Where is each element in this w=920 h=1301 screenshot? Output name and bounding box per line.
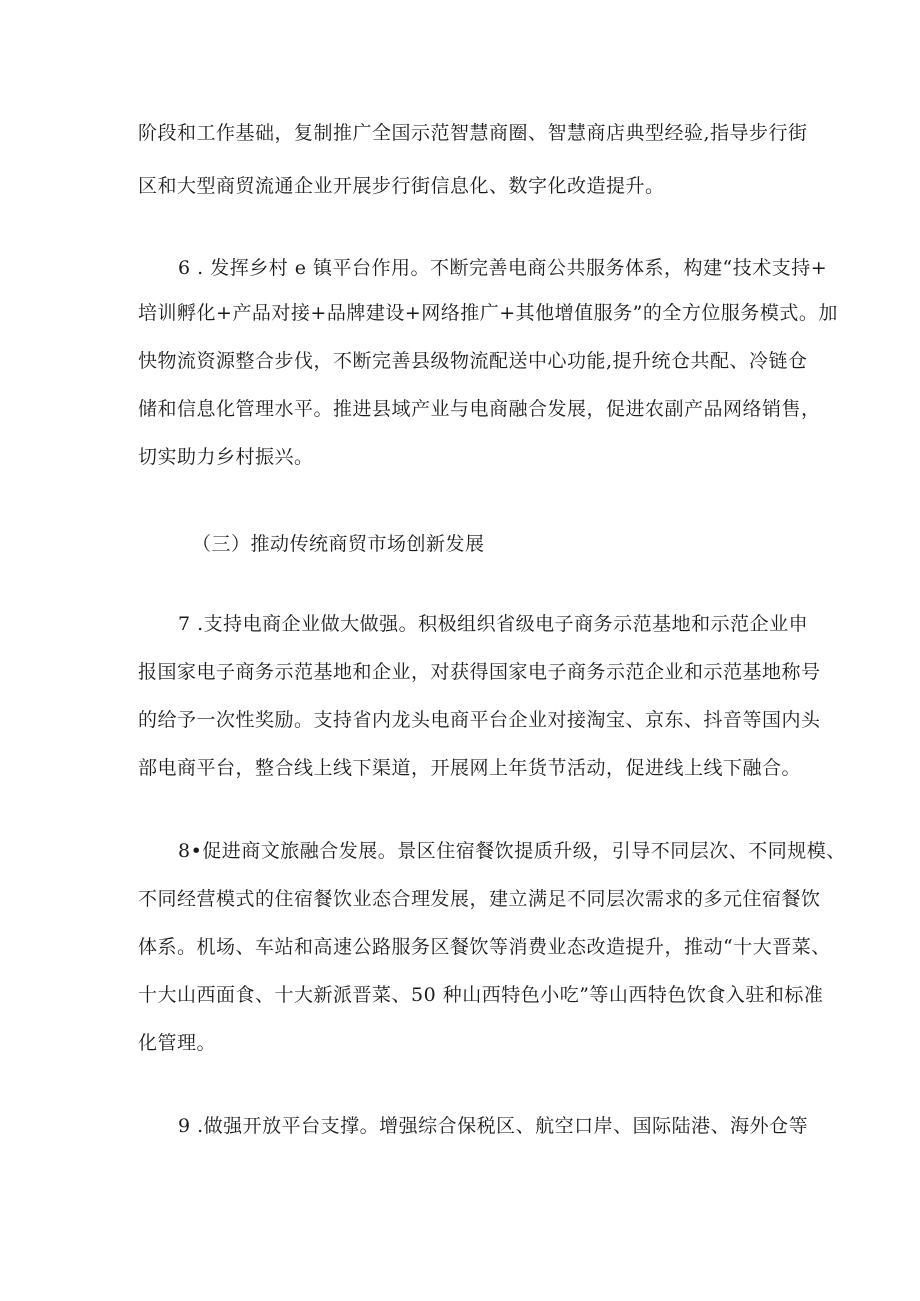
- paragraph-item-6-line-2: 培训孵化+产品对接+品牌建设+网络推广+其他增值服务”的全方位服务模式。加: [138, 302, 838, 324]
- paragraph-item-8-line-2: 不同经营模式的住宿餐饮业态合理发展，建立满足不同层次需求的多元住宿餐饮: [138, 888, 821, 910]
- section-heading-3: （三）推动传统商贸市场创新发展: [192, 533, 485, 555]
- paragraph-item-6-line-1: 6 . 发挥乡村 e 镇平台作用。不断完善电商公共服务体系，构建“技术支持+: [178, 257, 828, 279]
- paragraph-item-7-line-3: 的给予一次性奖励。支持省内龙头电商平台企业对接淘宝、京东、抖音等国内头: [138, 709, 821, 731]
- paragraph-item-7-line-1: 7 .支持电商企业做大做强。积极组织省级电子商务示范基地和示范企业申: [178, 613, 809, 635]
- paragraph-item-8-line-4: 十大山西面食、十大新派晋菜、50 种山西特色小吃”等山西特色饮食入驻和标准: [138, 984, 824, 1006]
- paragraph-item-7-line-4: 部电商平台，整合线上线下渠道，开展网上年货节活动，促进线上线下融合。: [138, 757, 802, 779]
- paragraph-item-8-line-3: 体系。机场、车站和高速公路服务区餐饮等消费业态改造提升，推动“十大晋菜、: [138, 936, 831, 958]
- paragraph-item-7-line-2: 报国家电子商务示范基地和企业，对获得国家电子商务示范企业和示范基地称号: [138, 661, 821, 683]
- paragraph-item-8-line-1: 8•促进商文旅融合发展。景区住宿餐饮提质升级，引导不同层次、不同规模、: [178, 840, 846, 862]
- paragraph-item-6-line-4: 储和信息化管理水平。推进县域产业与电商融合发展，促进农副产品网络销售，: [138, 398, 821, 420]
- paragraph-item-6-line-3: 快物流资源整合步伐，不断完善县级物流配送中心功能,提升统仓共配、冷链仓: [138, 350, 808, 372]
- paragraph-item-6-line-5: 切实助力乡村振兴。: [138, 446, 314, 468]
- paragraph-item-8-line-5: 化管理。: [138, 1032, 217, 1054]
- paragraph-item-9-line-1: 9 .做强开放平台支撑。增强综合保税区、航空口岸、国际陆港、海外仓等: [178, 1115, 809, 1137]
- paragraph-continuation-line-2: 区和大型商贸流通企业开展步行街信息化、数字化改造提升。: [138, 175, 665, 197]
- paragraph-continuation-line-1: 阶段和工作基础，复制推广全国示范智慧商圈、智慧商店典型经验,指导步行街: [138, 122, 808, 144]
